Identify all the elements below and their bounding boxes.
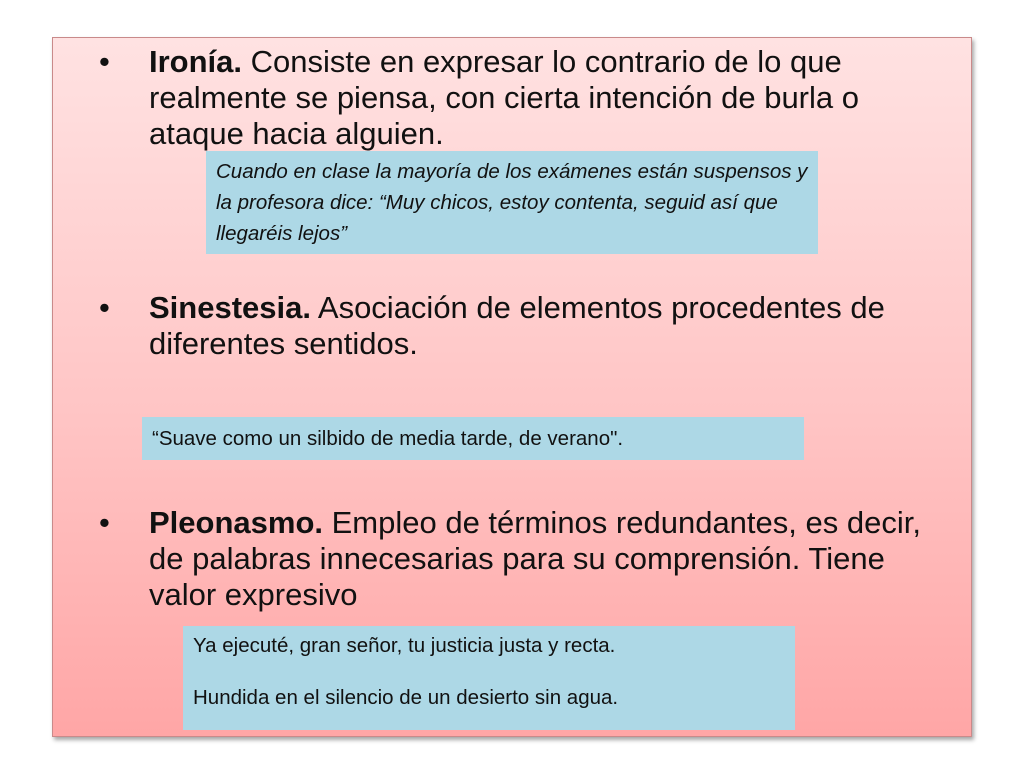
bullet-sinestesia: [99, 290, 949, 362]
bullet-text: [149, 505, 949, 613]
definition-ironia: Consiste en expresar lo contrario de lo que realmente se piensa, con cierta intención de burla o ataque hacia alguien.: [149, 44, 859, 151]
bullet-ironia: [99, 44, 949, 152]
example-sinestesia: “Suave como un silbido de media tarde, de verano".: [142, 417, 804, 460]
example-ironia: Cuando en clase la mayoría de los exámenes están suspensos y la profesora dice: “Muy chicos, estoy contenta, seguid así que llegaréis lejos”: [206, 151, 818, 254]
bullet-text: [149, 44, 949, 152]
bullet-marker: •: [99, 44, 110, 79]
example-pleonasmo-line-2: Hundida en el silencio de un desierto sin agua.: [193, 686, 619, 709]
definition-sinestesia: Asociación de elementos procedentes de diferentes sentidos.: [149, 290, 885, 361]
bullet-marker: •: [99, 505, 110, 540]
bullet-pleonasmo: [99, 505, 949, 613]
term-ironia: Ironía.: [149, 44, 243, 79]
content-panel: [52, 37, 972, 737]
term-sinestesia: Sinestesia.: [149, 290, 311, 325]
example-pleonasmo: [183, 626, 795, 730]
term-pleonasmo: Pleonasmo.: [149, 505, 323, 540]
bullet-marker: •: [99, 290, 110, 325]
example-pleonasmo-line-1: Ya ejecuté, gran señor, tu justicia justa y recta.: [193, 634, 616, 657]
bullet-text: [149, 290, 949, 362]
definition-pleonasmo: Empleo de términos redundantes, es decir, de palabras innecesarias para su comprensión. Tiene valor expresivo: [149, 505, 921, 612]
